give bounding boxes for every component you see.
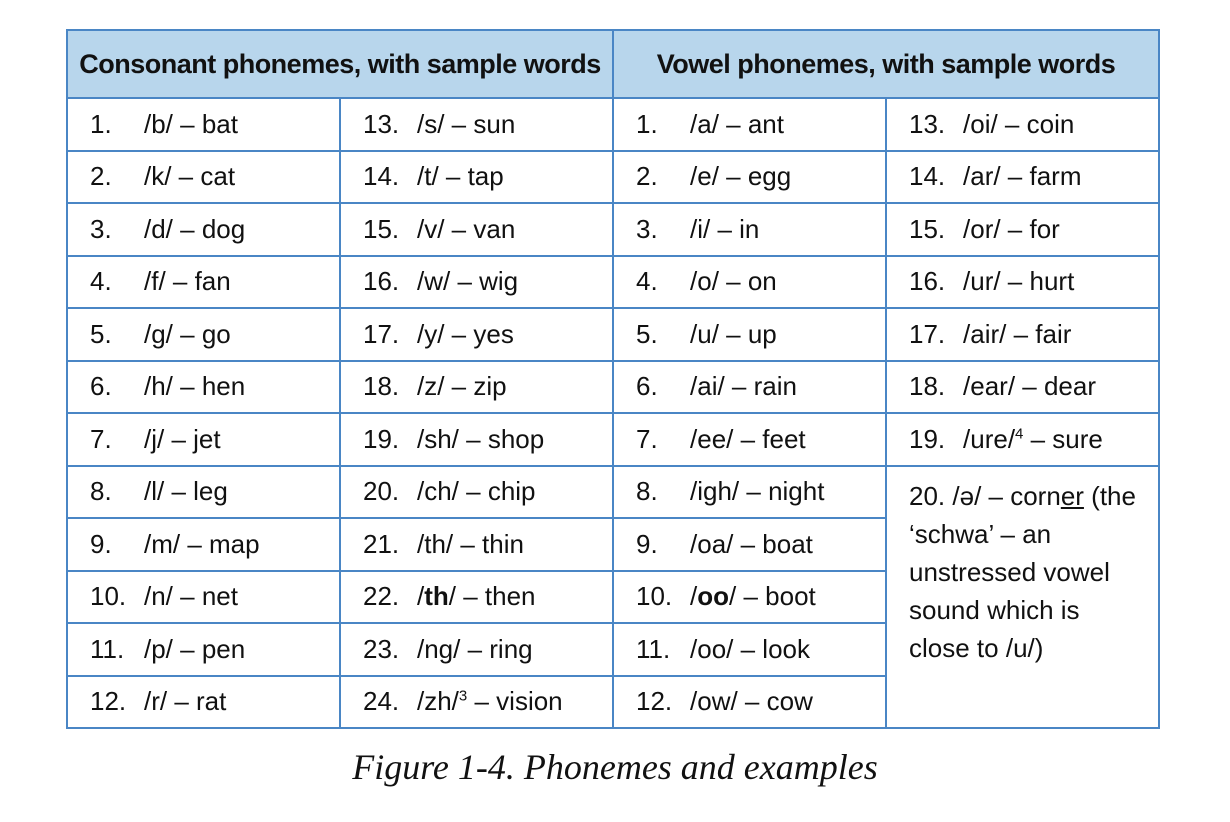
item-number: 4.: [90, 266, 112, 297]
cell: [340, 151, 613, 204]
table-row: [67, 98, 1159, 151]
item-number: 2.: [636, 161, 658, 192]
item-number: 1.: [636, 108, 658, 139]
item-number: 20.: [363, 476, 400, 507]
item-text: /o/ – on: [690, 266, 777, 297]
item-number: 3.: [636, 213, 658, 244]
cell: [886, 413, 1159, 466]
item-text: /ar/ – farm: [963, 161, 1082, 192]
item-text: /y/ – yes: [417, 318, 514, 349]
item-number: 9.: [90, 528, 112, 559]
schwa-cell: 20. /ə/ – corner (the ‘schwa’ – an unstressed vowel sound which is close to /u/): [886, 466, 1159, 729]
item-number: 21.: [363, 528, 400, 559]
item-text: /a/ – ant: [690, 108, 784, 139]
item-number: 1.: [90, 108, 112, 139]
item-text: /v/ – van: [417, 213, 516, 244]
item-number: 4.: [636, 266, 658, 297]
item-text: /z/ – zip: [417, 371, 507, 402]
cell: [613, 413, 886, 466]
cell: [613, 98, 886, 151]
cell: [67, 413, 340, 466]
item-number: 11.: [636, 633, 671, 664]
item-text-th-voiced: /th/ – then: [417, 581, 536, 612]
item-number: 7.: [636, 423, 658, 454]
cell: [613, 151, 886, 204]
item-number: 7.: [90, 423, 112, 454]
item-text: /p/ – pen: [144, 633, 246, 664]
cell: [67, 518, 340, 571]
item-number: 18.: [909, 371, 946, 402]
item-number: 3.: [90, 213, 112, 244]
cell: [886, 151, 1159, 204]
item-text: /oo/ – look: [690, 633, 810, 664]
item-number: 11.: [90, 633, 125, 664]
item-number: 14.: [363, 161, 400, 192]
item-number: 13.: [363, 108, 400, 139]
cell: [340, 413, 613, 466]
item-text-oo-long: /oo/ – boot: [690, 581, 816, 612]
item-text: /d/ – dog: [144, 213, 246, 244]
item-text: /oa/ – boat: [690, 528, 813, 559]
table-row: [67, 466, 1159, 519]
cell: [67, 466, 340, 519]
item-text: /ng/ – ring: [417, 633, 533, 664]
cell: [67, 361, 340, 414]
cell: [613, 623, 886, 676]
cell: [67, 256, 340, 309]
item-number: 18.: [363, 371, 400, 402]
cell: [613, 518, 886, 571]
item-text: /ear/ – dear: [963, 371, 1096, 402]
item-number: 9.: [636, 528, 658, 559]
table-row: [67, 413, 1159, 466]
item-number: 5.: [90, 318, 112, 349]
item-number: 20.: [909, 480, 946, 511]
item-number: 2.: [90, 161, 112, 192]
cell: [613, 203, 886, 256]
item-text: /oi/ – coin: [963, 108, 1075, 139]
item-number: 19.: [909, 423, 946, 454]
item-text: /ow/ – cow: [690, 686, 813, 717]
table-row: [67, 151, 1159, 204]
cell: [613, 256, 886, 309]
table-row: [67, 256, 1159, 309]
cell: [340, 518, 613, 571]
cell: [67, 676, 340, 729]
item-text: /air/ – fair: [963, 318, 1072, 349]
item-number: 22.: [363, 581, 400, 612]
item-text: /h/ – hen: [144, 371, 246, 402]
item-text: /k/ – cat: [144, 161, 236, 192]
item-text: /e/ – egg: [690, 161, 792, 192]
item-number: 6.: [636, 371, 658, 402]
cell: [886, 98, 1159, 151]
cell: [340, 623, 613, 676]
cell: [613, 466, 886, 519]
item-text: /s/ – sun: [417, 108, 516, 139]
consonant-header: Consonant phonemes, with sample words: [67, 30, 613, 98]
cell: [886, 308, 1159, 361]
item-number: 5.: [636, 318, 658, 349]
item-text: /or/ – for: [963, 213, 1060, 244]
cell: [67, 151, 340, 204]
cell: [340, 676, 613, 729]
item-number: 24.: [363, 686, 400, 717]
table-row: [67, 361, 1159, 414]
item-number: 8.: [636, 476, 658, 507]
item-text: /igh/ – night: [690, 476, 825, 507]
cell: [67, 203, 340, 256]
item-text: /j/ – jet: [144, 423, 221, 454]
item-text: /f/ – fan: [144, 266, 231, 297]
item-text: /r/ – rat: [144, 686, 227, 717]
item-text: /l/ – leg: [144, 476, 228, 507]
item-text-zh: /zh/$^3$ – vision: [417, 686, 563, 717]
cell: [340, 361, 613, 414]
item-text-ure: /ure/$^4$ – sure: [963, 423, 1103, 454]
item-number: 13.: [909, 108, 946, 139]
cell: [67, 308, 340, 361]
item-number: 15.: [909, 213, 946, 244]
item-text: /u/ – up: [690, 318, 777, 349]
item-number: 15.: [363, 213, 400, 244]
cell: [613, 361, 886, 414]
table-row: [67, 203, 1159, 256]
item-text: /sh/ – shop: [417, 423, 545, 454]
item-number: 23.: [363, 633, 400, 664]
item-number: 8.: [90, 476, 112, 507]
item-number: 16.: [363, 266, 400, 297]
item-text: /g/ – go: [144, 318, 231, 349]
cell: [67, 98, 340, 151]
item-text: /b/ – bat: [144, 108, 238, 139]
table-row: [67, 308, 1159, 361]
item-text: /ee/ – feet: [690, 423, 806, 454]
item-number: 19.: [363, 423, 400, 454]
vowel-header: Vowel phonemes, with sample words: [613, 30, 1159, 98]
item-text: /m/ – map: [144, 528, 260, 559]
cell: [613, 676, 886, 729]
cell: [886, 361, 1159, 414]
cell: [886, 203, 1159, 256]
item-text: /n/ – net: [144, 581, 238, 612]
cell: [613, 308, 886, 361]
cell: [340, 308, 613, 361]
item-number: 12.: [90, 686, 127, 717]
item-number: 12.: [636, 686, 673, 717]
phoneme-table: [66, 29, 1160, 729]
item-text: /w/ – wig: [417, 266, 519, 297]
item-text: /th/ – thin: [417, 528, 524, 559]
item-number: 6.: [90, 371, 112, 402]
item-text: /ch/ – chip: [417, 476, 536, 507]
cell: [340, 571, 613, 624]
cell: [886, 256, 1159, 309]
cell: [613, 571, 886, 624]
item-text: /i/ – in: [690, 213, 760, 244]
item-number: 17.: [363, 318, 400, 349]
cell: [67, 623, 340, 676]
header-row: [67, 30, 1159, 98]
cell: [340, 203, 613, 256]
item-number: 17.: [909, 318, 946, 349]
item-number: 10.: [90, 581, 127, 612]
item-number: 10.: [636, 581, 673, 612]
item-text: /ai/ – rain: [690, 371, 797, 402]
cell: [67, 571, 340, 624]
cell: [340, 256, 613, 309]
figure-caption: Figure 1-4. Phonemes and examples: [352, 747, 878, 787]
cell: [340, 98, 613, 151]
item-text: /t/ – tap: [417, 161, 504, 192]
cell: [340, 466, 613, 519]
item-text: /ur/ – hurt: [963, 266, 1075, 297]
item-number: 14.: [909, 161, 946, 192]
item-number: 16.: [909, 266, 946, 297]
